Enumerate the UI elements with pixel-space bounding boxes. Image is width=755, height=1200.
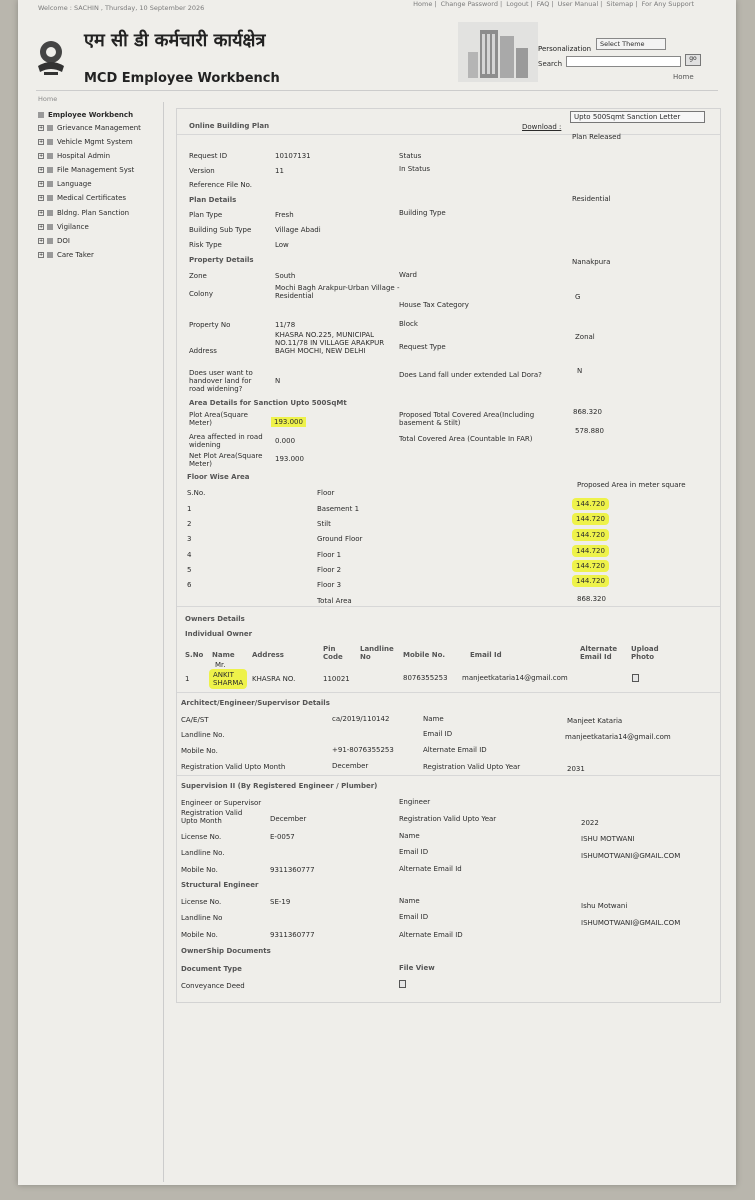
- risk-type-label: Risk Type: [189, 241, 222, 249]
- supervision-reg-year-value: 2022: [581, 819, 599, 827]
- document-type-label: Document Type: [181, 965, 242, 973]
- supervision-name-value: ISHU MOTWANI: [581, 835, 635, 843]
- owner-mobile: 8076355253: [403, 674, 448, 682]
- expand-icon[interactable]: +: [39, 181, 44, 188]
- ward-label: Ward: [399, 271, 417, 279]
- site-title-hindi: एम सी डी कर्मचारी कार्यक्षेत्र: [84, 30, 266, 51]
- colony-value: Mochi Bagh Arakpur-Urban Village -Residential: [275, 284, 400, 300]
- owner-col-address: Address: [252, 651, 284, 659]
- proposed-total-covered-area-value: 868.320: [573, 408, 602, 416]
- owner-name-prefix: Mr.: [215, 661, 226, 669]
- change-password-link[interactable]: Change Password: [440, 0, 498, 8]
- sidebar-item-doi[interactable]: + DOI: [39, 236, 70, 245]
- sidebar-divider: [163, 102, 164, 1182]
- search-label: Search: [538, 60, 563, 68]
- owners-details-heading: Owners Details: [185, 615, 245, 623]
- property-details-heading: Property Details: [189, 256, 254, 264]
- supervision-reg-month-label: Registration Valid Upto Month: [181, 809, 243, 825]
- owner-pin: 110021: [323, 675, 350, 683]
- handover-value: N: [275, 377, 281, 385]
- building-type-label: Building Type: [399, 209, 446, 217]
- proposed-total-covered-area-label: Proposed Total Covered Area(Including basement & Stilt): [399, 411, 535, 427]
- ward-value: Nanakpura: [572, 258, 611, 266]
- file-view-icon[interactable]: [399, 980, 406, 988]
- owner-col-photo: Upload Photo: [631, 645, 659, 661]
- sitemap-link[interactable]: Sitemap: [606, 0, 634, 8]
- conveyance-deed-label: Conveyance Deed: [181, 982, 245, 990]
- owner-email: manjeetkataria14@gmail.com: [462, 674, 568, 682]
- floor-col-sno: S.No.: [187, 489, 206, 497]
- go-button[interactable]: go: [685, 54, 701, 66]
- sidebar-item-language[interactable]: + Language: [39, 180, 92, 189]
- expand-icon[interactable]: +: [39, 167, 44, 174]
- architect-reg-month-value: December: [332, 762, 369, 770]
- logout-link[interactable]: Logout: [506, 0, 529, 8]
- home-nav-link[interactable]: Home: [673, 73, 694, 81]
- floor-row-area: 144.720: [572, 560, 609, 572]
- folder-icon: [47, 167, 53, 173]
- support-link[interactable]: For Any Support: [641, 0, 694, 8]
- owner-col-alt-email: Alternate Email Id: [580, 645, 618, 661]
- folder-icon: [47, 139, 53, 145]
- breadcrumb[interactable]: Home: [38, 95, 58, 103]
- property-no-label: Property No: [189, 321, 231, 329]
- header-divider: [36, 90, 718, 91]
- ownership-documents-heading: OwnerShip Documents: [181, 947, 271, 955]
- floor-row-area: 144.720: [572, 545, 609, 557]
- block-label: Block: [399, 320, 418, 328]
- ca-value: ca/2019/110142: [332, 715, 390, 723]
- building-sub-type-value: Village Abadi: [275, 226, 321, 234]
- building-sub-type-label: Building Sub Type: [189, 226, 252, 234]
- floor-col-floor: Floor: [317, 489, 335, 497]
- structural-mobile-value: 9311360777: [270, 931, 315, 939]
- architect-alt-email-label: Alternate Email ID: [423, 746, 487, 754]
- version-label: Version: [189, 167, 215, 175]
- floor-row-floor: Floor 2: [317, 566, 342, 574]
- owner-col-sno: S.No: [185, 651, 204, 659]
- supervision-license-value: E-0057: [270, 833, 295, 841]
- faq-link[interactable]: FAQ: [536, 0, 550, 8]
- request-type-value: Zonal: [575, 333, 595, 341]
- architect-email-label: Email ID: [423, 730, 453, 738]
- supervision-license-label: License No.: [181, 833, 222, 841]
- lal-dora-value: N: [577, 367, 583, 375]
- divider: [177, 134, 720, 135]
- total-covered-area-label: Total Covered Area (Countable In FAR): [399, 435, 533, 443]
- structural-license-label: License No.: [181, 898, 222, 906]
- request-id-value: 10107131: [275, 152, 311, 160]
- floor-row-floor: Floor 3: [317, 581, 342, 589]
- folder-icon: [47, 195, 53, 201]
- expand-icon[interactable]: +: [39, 153, 44, 160]
- building-type-value: Residential: [572, 195, 611, 203]
- house-tax-label: House Tax Category: [399, 301, 469, 309]
- folder-icon: [47, 238, 53, 244]
- architect-mobile-value: +91-8076355253: [332, 746, 394, 754]
- floor-row-area: 144.720: [572, 529, 609, 541]
- owner-name: ANKIT SHARMA: [209, 669, 247, 689]
- building-image: [458, 22, 538, 82]
- sidebar-item-grievance[interactable]: + Grievance Management: [39, 124, 141, 132]
- expand-icon[interactable]: +: [39, 195, 44, 202]
- engineer-value: Engineer: [399, 798, 431, 806]
- theme-select[interactable]: Select Theme: [596, 38, 666, 50]
- expand-icon[interactable]: +: [39, 139, 44, 146]
- in-status-label: In Status: [399, 165, 431, 173]
- structural-email-label: Email ID: [399, 913, 429, 921]
- mcd-logo-icon: [36, 36, 66, 80]
- top-links: Home | Change Password | Logout | FAQ | User Manual | Sitemap | For Any Support: [413, 0, 694, 8]
- supervision-mobile-value: 9311360777: [270, 866, 315, 874]
- sidebar-item-care-taker[interactable]: + Care Taker: [39, 250, 94, 259]
- status-label: Status: [399, 152, 422, 160]
- file-view-label: File View: [399, 964, 435, 972]
- floor-row-sno: 6: [187, 581, 192, 589]
- architect-email-value: manjeetkataria14@gmail.com: [565, 733, 671, 741]
- section-title: Online Building Plan: [189, 122, 270, 130]
- floor-row-sno: 3: [187, 535, 192, 543]
- engineer-or-supervisor-label: Engineer or Supervisor: [181, 799, 262, 807]
- folder-icon: [47, 210, 53, 216]
- zone-value: South: [275, 272, 296, 280]
- architect-heading: Architect/Engineer/Supervisor Details: [181, 699, 330, 707]
- floor-row-area: 144.720: [572, 498, 609, 510]
- address-label: Address: [189, 347, 217, 355]
- floor-row-floor: Basement 1: [317, 505, 360, 513]
- floor-col-area: Proposed Area in meter square: [577, 481, 686, 489]
- structural-mobile-label: Mobile No.: [181, 931, 218, 939]
- search-input[interactable]: [566, 56, 681, 67]
- download-label[interactable]: Download :: [522, 123, 562, 131]
- sidebar-item-file-management[interactable]: + File Management Syst: [39, 166, 135, 175]
- folder-icon: [47, 252, 53, 258]
- floor-row-floor: Ground Floor: [317, 535, 363, 543]
- floor-row-sno: 4: [187, 551, 192, 559]
- personalization-label: Personalization: [538, 45, 592, 53]
- sidebar-item-vehicle[interactable]: + Vehicle Mgmt System: [39, 138, 133, 147]
- zone-label: Zone: [189, 272, 207, 280]
- supervision-reg-month-value: December: [270, 815, 307, 823]
- net-plot-area-value: 193.000: [275, 455, 304, 463]
- owner-address: KHASRA NO.: [252, 675, 296, 683]
- top-bar: [18, 0, 736, 22]
- total-area-label: Total Area: [317, 597, 352, 605]
- owner-col-email: Email Id: [470, 651, 502, 659]
- area-details-heading: Area Details for Sanction Upto 500SqMt: [189, 399, 347, 407]
- architect-reg-year-value: 2031: [567, 765, 585, 773]
- supervision-email-label: Email ID: [399, 848, 429, 856]
- supervision-email-value: ISHUMOTWANI@GMAIL.COM: [581, 852, 681, 860]
- floor-row-sno: 2: [187, 520, 192, 528]
- folder-icon: [47, 224, 53, 230]
- property-no-value: 11/78: [275, 321, 296, 329]
- folder-icon: [47, 181, 53, 187]
- printed-page: [18, 0, 736, 1185]
- structural-name-value: Ishu Motwani: [581, 902, 628, 910]
- request-type-label: Request Type: [399, 343, 446, 351]
- sidebar-item-hospital[interactable]: + Hospital Admin: [39, 152, 111, 161]
- address-value: KHASRA NO.225, MUNICIPAL NO.11/78 IN VILLAGE ARAKPUR BAGH MOCHI, NEW DELHI: [275, 331, 385, 355]
- total-area-value: 868.320: [577, 595, 606, 603]
- welcome-text: Welcome : SACHIN , Thursday, 10 September 2026: [38, 4, 205, 12]
- supervision-landline-label: Landline No.: [181, 849, 225, 857]
- plan-details-heading: Plan Details: [189, 196, 237, 204]
- expand-icon[interactable]: +: [39, 251, 44, 258]
- divider: [177, 775, 720, 776]
- house-tax-value: G: [575, 293, 581, 301]
- architect-mobile-label: Mobile No.: [181, 747, 218, 755]
- plot-area-label: Plot Area(Square Meter): [189, 411, 248, 427]
- total-covered-area-value: 578.880: [575, 427, 604, 435]
- expand-icon[interactable]: +: [39, 237, 44, 244]
- net-plot-area-label: Net Plot Area(Square Meter): [189, 452, 263, 468]
- home-link[interactable]: Home: [413, 0, 433, 8]
- structural-name-label: Name: [399, 897, 420, 905]
- structural-email-value: ISHUMOTWANI@GMAIL.COM: [581, 919, 681, 927]
- floor-row-area: 144.720: [572, 513, 609, 525]
- user-manual-link[interactable]: User Manual: [557, 0, 599, 8]
- supervision-mobile-label: Mobile No.: [181, 866, 218, 874]
- supervision-heading: Supervision II (By Registered Engineer / Plumber): [181, 782, 378, 790]
- colony-label: Colony: [189, 290, 213, 298]
- owner-col-pin: Pin Code: [323, 645, 343, 661]
- sidebar: [34, 108, 172, 263]
- sidebar-item-medical[interactable]: + Medical Certificates: [39, 194, 127, 203]
- owner-col-landline: Landline No: [360, 645, 394, 661]
- version-value: 11: [275, 167, 284, 175]
- structural-alt-email-label: Alternate Email ID: [399, 931, 463, 939]
- road-widening-value: 0.000: [275, 437, 296, 445]
- expand-icon[interactable]: +: [39, 223, 44, 230]
- expand-icon[interactable]: +: [39, 125, 44, 131]
- sidebar-title: Employee Workbench: [34, 108, 172, 122]
- sidebar-item-plan-sanction[interactable]: + Bldng. Plan Sanction: [39, 208, 130, 217]
- owner-col-mobile: Mobile No.: [403, 651, 446, 659]
- ca-label: CA/E/ST: [181, 716, 209, 724]
- plot-area-value: 193.000: [271, 417, 306, 427]
- site-title: MCD Employee Workbench: [84, 71, 280, 86]
- structural-landline-label: Landline No: [181, 914, 223, 922]
- floor-row-sno: 1: [187, 505, 192, 513]
- individual-owner-heading: Individual Owner: [185, 630, 253, 638]
- floor-row-area: 144.720: [572, 575, 609, 587]
- owner-col-name: Name: [212, 651, 235, 659]
- floor-row-floor: Stilt: [317, 520, 331, 528]
- handover-label: Does user want to handover land for road widening?: [189, 369, 253, 393]
- supervision-alt-email-label: Alternate Email Id: [399, 865, 462, 873]
- architect-name-label: Name: [423, 715, 444, 723]
- supervision-reg-year-label: Registration Valid Upto Year: [399, 815, 497, 823]
- structural-engineer-heading: Structural Engineer: [181, 881, 259, 889]
- divider: [177, 692, 720, 693]
- plan-type-label: Plan Type: [189, 211, 223, 219]
- architect-reg-month-label: Registration Valid Upto Month: [181, 763, 286, 771]
- supervision-name-label: Name: [399, 832, 420, 840]
- architect-landline-label: Landline No.: [181, 731, 225, 739]
- plan-type-value: Fresh: [275, 211, 294, 219]
- reference-file-label: Reference File No.: [189, 181, 253, 189]
- sidebar-item-vigilance[interactable]: + Vigilance: [39, 222, 89, 231]
- architect-name-value: Manjeet Kataria: [567, 717, 623, 725]
- divider: [177, 606, 720, 607]
- plan-details-panel: [176, 108, 721, 1003]
- request-id-label: Request ID: [189, 152, 228, 160]
- expand-icon[interactable]: +: [39, 209, 44, 216]
- road-widening-label: Area affected in road widening: [189, 433, 263, 449]
- folder-icon: [47, 153, 53, 159]
- structural-license-value: SE-19: [270, 898, 291, 906]
- floor-wise-area-heading: Floor Wise Area: [187, 473, 250, 481]
- download-select[interactable]: Upto 500Sqmt Sanction Letter: [570, 111, 705, 123]
- owner-row-sno: 1: [185, 675, 190, 683]
- floor-row-sno: 5: [187, 566, 192, 574]
- architect-reg-year-label: Registration Valid Upto Year: [423, 763, 521, 771]
- folder-icon: [47, 125, 53, 131]
- status-value: Plan Released: [572, 133, 621, 141]
- photo-view-icon[interactable]: [632, 674, 639, 682]
- floor-row-floor: Floor 1: [317, 551, 342, 559]
- folder-icon: [38, 112, 44, 118]
- lal-dora-label: Does Land fall under extended Lal Dora?: [399, 371, 542, 379]
- risk-type-value: Low: [275, 241, 289, 249]
